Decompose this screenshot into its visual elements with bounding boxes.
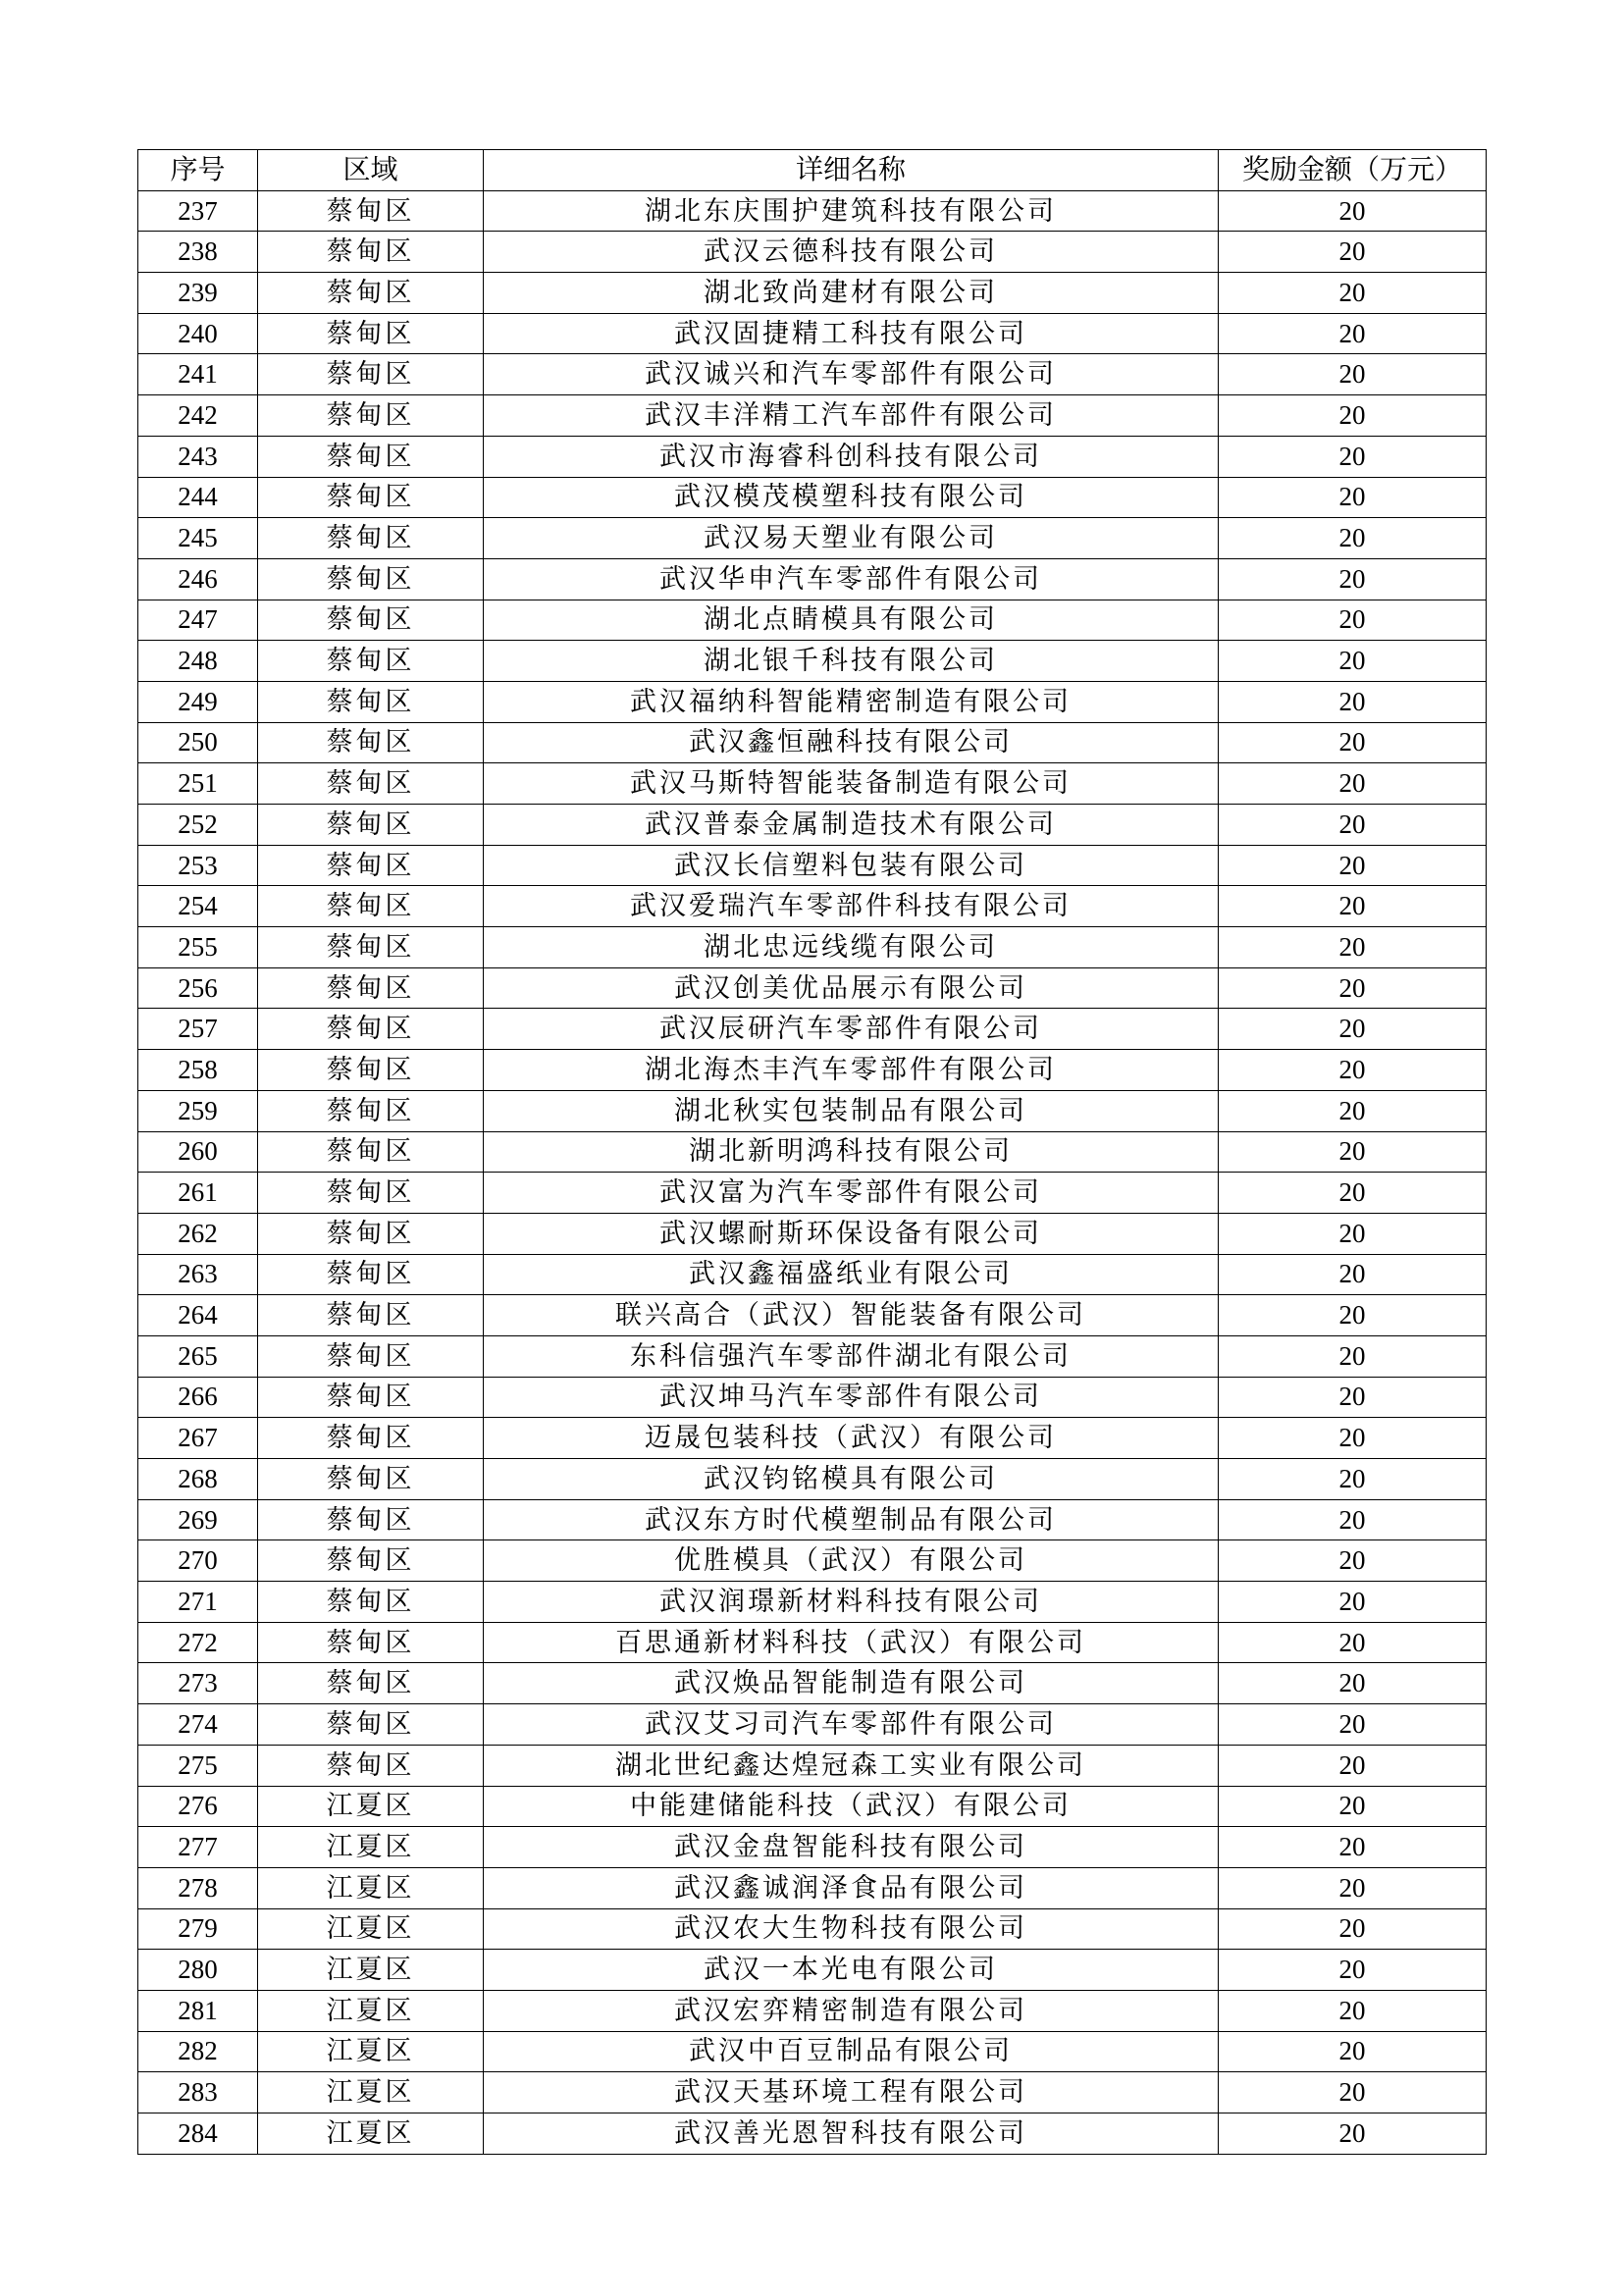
cell-region: 蔡甸区 — [258, 1254, 484, 1295]
cell-company-name: 迈晟包装科技（武汉）有限公司 — [484, 1418, 1219, 1459]
table-row — [138, 681, 1487, 722]
table-row — [138, 1090, 1487, 1131]
cell-num: 266 — [138, 1377, 258, 1418]
table-row — [138, 518, 1487, 559]
cell-amount: 20 — [1219, 1540, 1487, 1582]
cell-amount: 20 — [1219, 232, 1487, 273]
cell-amount: 20 — [1219, 1295, 1487, 1336]
cell-num: 277 — [138, 1827, 258, 1868]
cell-company-name: 联兴高合（武汉）智能装备有限公司 — [484, 1295, 1219, 1336]
table-row — [138, 1254, 1487, 1295]
cell-amount: 20 — [1219, 477, 1487, 518]
table-row — [138, 354, 1487, 395]
cell-region: 蔡甸区 — [258, 722, 484, 763]
table-row — [138, 1499, 1487, 1540]
cell-region: 江夏区 — [258, 1990, 484, 2031]
table-row — [138, 436, 1487, 477]
table-row — [138, 1622, 1487, 1663]
cell-num: 275 — [138, 1745, 258, 1786]
header-amount: 奖励金额（万元） — [1219, 150, 1487, 191]
cell-company-name: 湖北海杰丰汽车零部件有限公司 — [484, 1050, 1219, 1091]
table-row — [138, 722, 1487, 763]
cell-num: 279 — [138, 1908, 258, 1950]
table-row — [138, 1540, 1487, 1582]
cell-region: 蔡甸区 — [258, 1295, 484, 1336]
table-row — [138, 1990, 1487, 2031]
cell-num: 253 — [138, 845, 258, 886]
cell-region: 蔡甸区 — [258, 395, 484, 437]
table-row — [138, 967, 1487, 1009]
cell-company-name: 武汉市海睿科创科技有限公司 — [484, 436, 1219, 477]
header-row — [138, 150, 1487, 191]
cell-amount: 20 — [1219, 2072, 1487, 2113]
cell-num: 276 — [138, 1786, 258, 1827]
cell-company-name: 武汉云德科技有限公司 — [484, 232, 1219, 273]
table-row — [138, 763, 1487, 805]
cell-company-name: 武汉中百豆制品有限公司 — [484, 2031, 1219, 2072]
cell-num: 254 — [138, 886, 258, 927]
cell-num: 270 — [138, 1540, 258, 1582]
cell-num: 257 — [138, 1009, 258, 1050]
cell-amount: 20 — [1219, 354, 1487, 395]
cell-amount: 20 — [1219, 1745, 1487, 1786]
table-row — [138, 232, 1487, 273]
table-row — [138, 2072, 1487, 2113]
cell-num: 244 — [138, 477, 258, 518]
cell-region: 蔡甸区 — [258, 436, 484, 477]
cell-amount: 20 — [1219, 1131, 1487, 1173]
cell-amount: 20 — [1219, 273, 1487, 314]
table-row — [138, 1009, 1487, 1050]
cell-company-name: 武汉润璟新材料科技有限公司 — [484, 1582, 1219, 1623]
cell-region: 蔡甸区 — [258, 190, 484, 232]
table-row — [138, 1377, 1487, 1418]
cell-num: 280 — [138, 1950, 258, 1991]
cell-company-name: 武汉模茂模塑科技有限公司 — [484, 477, 1219, 518]
cell-region: 蔡甸区 — [258, 1622, 484, 1663]
cell-num: 237 — [138, 190, 258, 232]
cell-amount: 20 — [1219, 1908, 1487, 1950]
cell-num: 284 — [138, 2113, 258, 2155]
cell-region: 蔡甸区 — [258, 477, 484, 518]
table-row — [138, 1213, 1487, 1254]
cell-num: 282 — [138, 2031, 258, 2072]
table-row — [138, 1908, 1487, 1950]
award-list-table — [137, 149, 1487, 2155]
cell-amount: 20 — [1219, 1213, 1487, 1254]
cell-region: 蔡甸区 — [258, 763, 484, 805]
cell-num: 261 — [138, 1173, 258, 1214]
cell-num: 268 — [138, 1459, 258, 1500]
table-row — [138, 395, 1487, 437]
cell-region: 蔡甸区 — [258, 1704, 484, 1746]
cell-amount: 20 — [1219, 2031, 1487, 2072]
cell-amount: 20 — [1219, 395, 1487, 437]
cell-amount: 20 — [1219, 313, 1487, 354]
table-row — [138, 845, 1487, 886]
cell-company-name: 武汉创美优品展示有限公司 — [484, 967, 1219, 1009]
table-row — [138, 1173, 1487, 1214]
cell-amount: 20 — [1219, 1050, 1487, 1091]
cell-amount: 20 — [1219, 518, 1487, 559]
header-num: 序号 — [138, 150, 258, 191]
cell-num: 273 — [138, 1663, 258, 1704]
cell-amount: 20 — [1219, 558, 1487, 600]
table-row — [138, 1295, 1487, 1336]
cell-amount: 20 — [1219, 927, 1487, 968]
cell-amount: 20 — [1219, 845, 1487, 886]
table-row — [138, 805, 1487, 846]
cell-num: 264 — [138, 1295, 258, 1336]
cell-num: 238 — [138, 232, 258, 273]
cell-amount: 20 — [1219, 1499, 1487, 1540]
cell-region: 蔡甸区 — [258, 681, 484, 722]
table-row — [138, 273, 1487, 314]
cell-amount: 20 — [1219, 641, 1487, 682]
table-row — [138, 1867, 1487, 1908]
table-row — [138, 2031, 1487, 2072]
cell-num: 256 — [138, 967, 258, 1009]
cell-num: 265 — [138, 1335, 258, 1377]
cell-region: 江夏区 — [258, 2031, 484, 2072]
cell-region: 蔡甸区 — [258, 1335, 484, 1377]
cell-num: 278 — [138, 1867, 258, 1908]
cell-num: 255 — [138, 927, 258, 968]
cell-company-name: 湖北致尚建材有限公司 — [484, 273, 1219, 314]
cell-region: 蔡甸区 — [258, 1213, 484, 1254]
cell-company-name: 优胜模具（武汉）有限公司 — [484, 1540, 1219, 1582]
cell-amount: 20 — [1219, 190, 1487, 232]
cell-region: 江夏区 — [258, 1867, 484, 1908]
cell-company-name: 东科信强汽车零部件湖北有限公司 — [484, 1335, 1219, 1377]
cell-amount: 20 — [1219, 1950, 1487, 1991]
cell-region: 江夏区 — [258, 1950, 484, 1991]
cell-region: 蔡甸区 — [258, 1499, 484, 1540]
table-row — [138, 1827, 1487, 1868]
cell-region: 蔡甸区 — [258, 1745, 484, 1786]
table-row — [138, 641, 1487, 682]
table-row — [138, 1582, 1487, 1623]
table-row — [138, 1418, 1487, 1459]
cell-region: 蔡甸区 — [258, 313, 484, 354]
cell-company-name: 武汉一本光电有限公司 — [484, 1950, 1219, 1991]
cell-amount: 20 — [1219, 967, 1487, 1009]
cell-amount: 20 — [1219, 1090, 1487, 1131]
cell-num: 283 — [138, 2072, 258, 2113]
cell-amount: 20 — [1219, 1990, 1487, 2031]
cell-company-name: 百思通新材料科技（武汉）有限公司 — [484, 1622, 1219, 1663]
cell-company-name: 武汉金盘智能科技有限公司 — [484, 1827, 1219, 1868]
table-row — [138, 190, 1487, 232]
table-row — [138, 313, 1487, 354]
table-row — [138, 2113, 1487, 2155]
cell-amount: 20 — [1219, 1827, 1487, 1868]
cell-company-name: 武汉农大生物科技有限公司 — [484, 1908, 1219, 1950]
cell-amount: 20 — [1219, 722, 1487, 763]
cell-amount: 20 — [1219, 1663, 1487, 1704]
table-row — [138, 1663, 1487, 1704]
cell-region: 蔡甸区 — [258, 967, 484, 1009]
cell-company-name: 武汉坤马汽车零部件有限公司 — [484, 1377, 1219, 1418]
cell-amount: 20 — [1219, 1418, 1487, 1459]
cell-amount: 20 — [1219, 1009, 1487, 1050]
cell-num: 251 — [138, 763, 258, 805]
cell-company-name: 武汉艾习司汽车零部件有限公司 — [484, 1704, 1219, 1746]
cell-num: 247 — [138, 600, 258, 641]
cell-region: 江夏区 — [258, 2072, 484, 2113]
cell-company-name: 武汉鑫福盛纸业有限公司 — [484, 1254, 1219, 1295]
cell-num: 260 — [138, 1131, 258, 1173]
cell-amount: 20 — [1219, 1622, 1487, 1663]
cell-region: 蔡甸区 — [258, 1009, 484, 1050]
table-header — [138, 150, 1487, 191]
cell-num: 263 — [138, 1254, 258, 1295]
cell-region: 江夏区 — [258, 1827, 484, 1868]
cell-num: 245 — [138, 518, 258, 559]
cell-region: 蔡甸区 — [258, 927, 484, 968]
cell-region: 蔡甸区 — [258, 1377, 484, 1418]
cell-region: 蔡甸区 — [258, 1173, 484, 1214]
cell-num: 272 — [138, 1622, 258, 1663]
cell-company-name: 武汉螺耐斯环保设备有限公司 — [484, 1213, 1219, 1254]
cell-amount: 20 — [1219, 886, 1487, 927]
table-row — [138, 1950, 1487, 1991]
cell-region: 江夏区 — [258, 2113, 484, 2155]
cell-company-name: 武汉马斯特智能装备制造有限公司 — [484, 763, 1219, 805]
table-body — [138, 190, 1487, 2154]
cell-num: 262 — [138, 1213, 258, 1254]
cell-num: 274 — [138, 1704, 258, 1746]
cell-company-name: 武汉钧铭模具有限公司 — [484, 1459, 1219, 1500]
cell-region: 蔡甸区 — [258, 1418, 484, 1459]
cell-company-name: 武汉华申汽车零部件有限公司 — [484, 558, 1219, 600]
cell-amount: 20 — [1219, 1704, 1487, 1746]
cell-company-name: 武汉焕品智能制造有限公司 — [484, 1663, 1219, 1704]
cell-company-name: 湖北新明鸿科技有限公司 — [484, 1131, 1219, 1173]
cell-company-name: 武汉辰研汽车零部件有限公司 — [484, 1009, 1219, 1050]
cell-num: 281 — [138, 1990, 258, 2031]
cell-region: 蔡甸区 — [258, 232, 484, 273]
cell-num: 259 — [138, 1090, 258, 1131]
cell-amount: 20 — [1219, 600, 1487, 641]
cell-company-name: 武汉长信塑料包装有限公司 — [484, 845, 1219, 886]
cell-region: 蔡甸区 — [258, 1540, 484, 1582]
cell-region: 蔡甸区 — [258, 1090, 484, 1131]
cell-region: 蔡甸区 — [258, 1050, 484, 1091]
cell-num: 258 — [138, 1050, 258, 1091]
cell-company-name: 湖北秋实包装制品有限公司 — [484, 1090, 1219, 1131]
header-name: 详细名称 — [484, 150, 1219, 191]
cell-region: 蔡甸区 — [258, 845, 484, 886]
cell-region: 江夏区 — [258, 1908, 484, 1950]
cell-amount: 20 — [1219, 681, 1487, 722]
table-row — [138, 600, 1487, 641]
table-row — [138, 477, 1487, 518]
cell-amount: 20 — [1219, 1254, 1487, 1295]
cell-company-name: 武汉善光恩智科技有限公司 — [484, 2113, 1219, 2155]
cell-amount: 20 — [1219, 1786, 1487, 1827]
table-row — [138, 1745, 1487, 1786]
table-row — [138, 927, 1487, 968]
cell-company-name: 湖北忠远线缆有限公司 — [484, 927, 1219, 968]
cell-region: 江夏区 — [258, 1786, 484, 1827]
cell-num: 242 — [138, 395, 258, 437]
table-row — [138, 1335, 1487, 1377]
cell-region: 蔡甸区 — [258, 1663, 484, 1704]
cell-company-name: 武汉鑫诚润泽食品有限公司 — [484, 1867, 1219, 1908]
cell-amount: 20 — [1219, 1867, 1487, 1908]
cell-company-name: 武汉普泰金属制造技术有限公司 — [484, 805, 1219, 846]
cell-company-name: 湖北世纪鑫达煌冠森工实业有限公司 — [484, 1745, 1219, 1786]
table-row — [138, 1050, 1487, 1091]
cell-company-name: 武汉福纳科智能精密制造有限公司 — [484, 681, 1219, 722]
table-row — [138, 558, 1487, 600]
cell-company-name: 湖北点睛模具有限公司 — [484, 600, 1219, 641]
cell-amount: 20 — [1219, 2113, 1487, 2155]
cell-amount: 20 — [1219, 763, 1487, 805]
cell-company-name: 武汉富为汽车零部件有限公司 — [484, 1173, 1219, 1214]
cell-num: 243 — [138, 436, 258, 477]
cell-company-name: 武汉爱瑞汽车零部件科技有限公司 — [484, 886, 1219, 927]
cell-num: 240 — [138, 313, 258, 354]
cell-company-name: 武汉东方时代模塑制品有限公司 — [484, 1499, 1219, 1540]
cell-num: 241 — [138, 354, 258, 395]
table-row — [138, 886, 1487, 927]
cell-num: 246 — [138, 558, 258, 600]
cell-amount: 20 — [1219, 1173, 1487, 1214]
cell-company-name: 武汉诚兴和汽车零部件有限公司 — [484, 354, 1219, 395]
cell-amount: 20 — [1219, 1582, 1487, 1623]
cell-region: 蔡甸区 — [258, 1582, 484, 1623]
cell-region: 蔡甸区 — [258, 805, 484, 846]
cell-region: 蔡甸区 — [258, 600, 484, 641]
cell-company-name: 武汉丰洋精工汽车部件有限公司 — [484, 395, 1219, 437]
cell-company-name: 武汉宏弈精密制造有限公司 — [484, 1990, 1219, 2031]
cell-num: 271 — [138, 1582, 258, 1623]
cell-region: 蔡甸区 — [258, 641, 484, 682]
cell-num: 249 — [138, 681, 258, 722]
cell-num: 267 — [138, 1418, 258, 1459]
table-row — [138, 1131, 1487, 1173]
cell-num: 269 — [138, 1499, 258, 1540]
cell-company-name: 中能建储能科技（武汉）有限公司 — [484, 1786, 1219, 1827]
cell-amount: 20 — [1219, 1335, 1487, 1377]
cell-amount: 20 — [1219, 436, 1487, 477]
cell-company-name: 武汉天基环境工程有限公司 — [484, 2072, 1219, 2113]
table-row — [138, 1704, 1487, 1746]
cell-company-name: 武汉易天塑业有限公司 — [484, 518, 1219, 559]
cell-region: 蔡甸区 — [258, 558, 484, 600]
cell-amount: 20 — [1219, 805, 1487, 846]
cell-region: 蔡甸区 — [258, 273, 484, 314]
cell-amount: 20 — [1219, 1459, 1487, 1500]
cell-region: 蔡甸区 — [258, 1459, 484, 1500]
cell-num: 239 — [138, 273, 258, 314]
table-row — [138, 1786, 1487, 1827]
cell-num: 252 — [138, 805, 258, 846]
cell-company-name: 湖北东庆围护建筑科技有限公司 — [484, 190, 1219, 232]
cell-num: 248 — [138, 641, 258, 682]
cell-company-name: 武汉固捷精工科技有限公司 — [484, 313, 1219, 354]
cell-region: 蔡甸区 — [258, 518, 484, 559]
header-region: 区域 — [258, 150, 484, 191]
cell-amount: 20 — [1219, 1377, 1487, 1418]
table-row — [138, 1459, 1487, 1500]
cell-region: 蔡甸区 — [258, 886, 484, 927]
cell-region: 蔡甸区 — [258, 354, 484, 395]
cell-num: 250 — [138, 722, 258, 763]
cell-company-name: 武汉鑫恒融科技有限公司 — [484, 722, 1219, 763]
cell-company-name: 湖北银千科技有限公司 — [484, 641, 1219, 682]
cell-region: 蔡甸区 — [258, 1131, 484, 1173]
